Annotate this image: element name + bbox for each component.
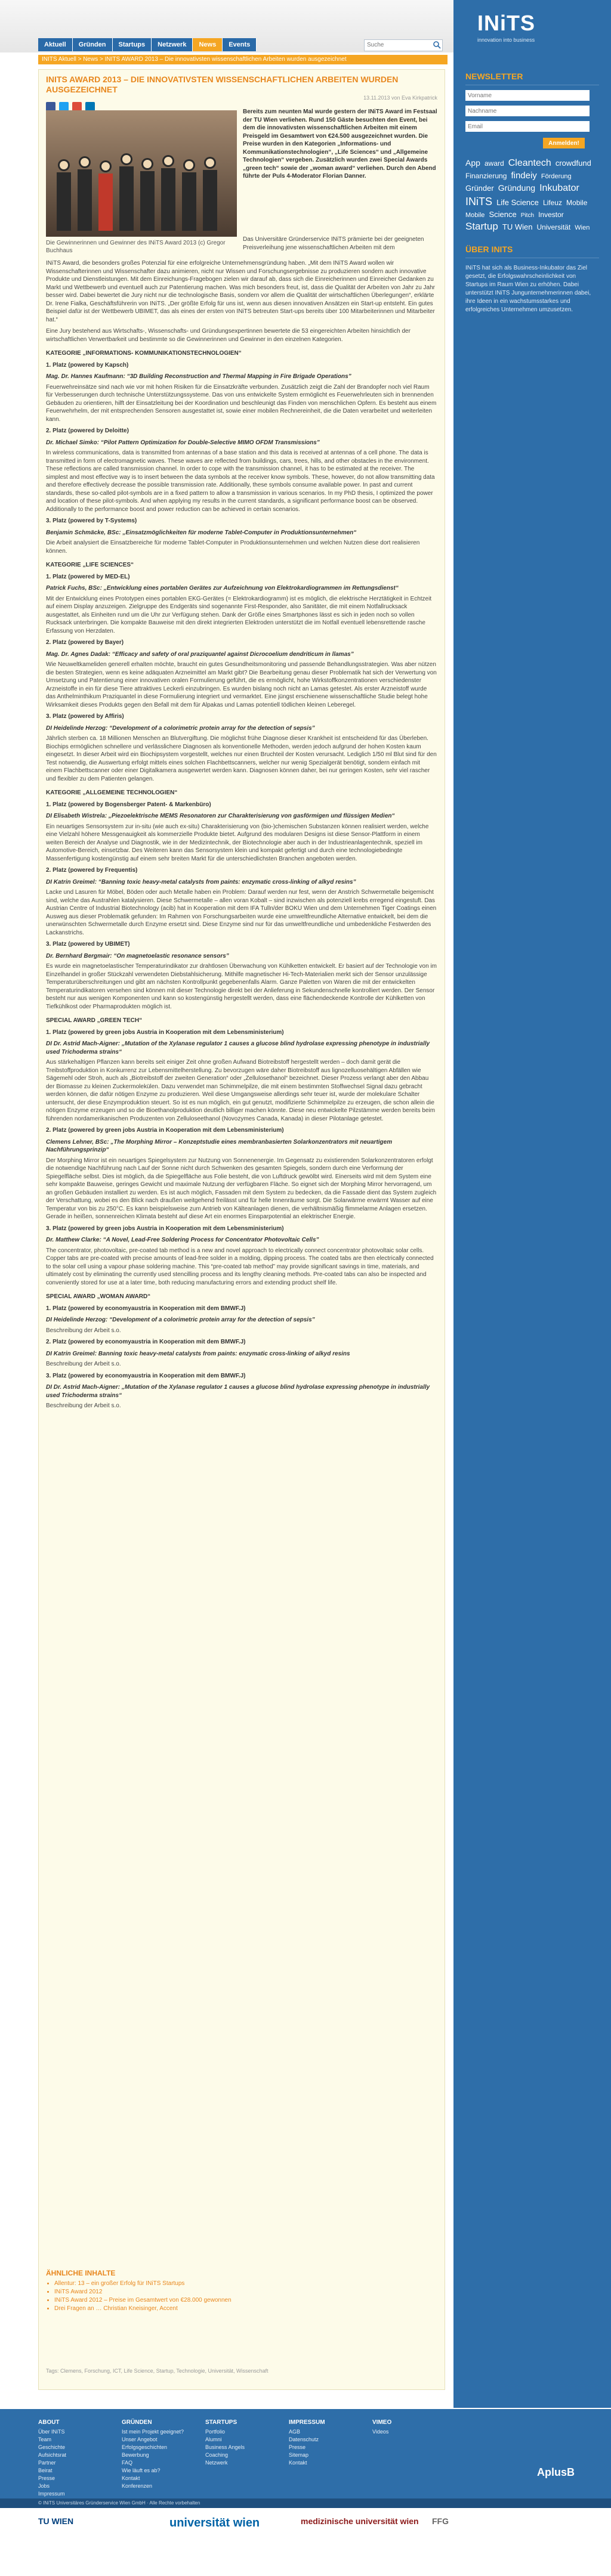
- breadcrumb: INITS Aktuell > News > INITS AWARD 2013 – Die innovativsten wissenschaftlichen Arbeiten wurden ausgezeichnet: [38, 55, 448, 64]
- footer-link[interactable]: Presse: [38, 2475, 55, 2481]
- section-heading: KATEGORIE „INFORMATIONS- KOMMUNIKATIONSTECHNOLOGIEN“: [46, 350, 242, 357]
- award-work: Dr. Bernhard Bergmair: “On magnetoelastic resonance sensors”: [46, 952, 229, 959]
- footer-link[interactable]: Unser Angebot: [122, 2436, 158, 2442]
- article-lead: Bereits zum neunten Mal wurde gestern der INiTS Award im Festsaal der TU Wien verliehen. Rund 150 Gäste besuchten den Event, bei dem die innovativsten wissenschaftlichen Arbeiten mit einem Preisgeld im Gesamtwert von €24.500 ausgezeichnet wurden. Die Preise wurden in den Kategorien „Informations- und Kommunikationstechnologien“, „Life Sciences“ und „Allgemeine Technologien“ vergeben. Zusätzlich wurden zwei Special Awards „green tech“ sowie der „woman award“ verliehen. Durch den Abend führte der Puls 4-Moderator Florian Danner.: [243, 109, 437, 179]
- award-place: 2. Platz (powered by green jobs Austria in Kooperation mit dem Lebensministerium): [46, 1127, 284, 1134]
- award-place: 3. Platz (powered by green jobs Austria in Kooperation mit dem Lebensministerium): [46, 1225, 284, 1232]
- tag-cloud: [465, 157, 599, 234]
- partner-logo[interactable]: FFG: [432, 2516, 449, 2526]
- tag-link[interactable]: Wien: [575, 224, 590, 231]
- copyright: © INiTS Universitäres Gründerservice Wien GmbH · Alle Rechte vorbehalten: [0, 2498, 611, 2508]
- award-place: 1. Platz (powered by green jobs Austria in Kooperation mit dem Lebensministerium): [46, 1029, 284, 1036]
- footer-col-title: GRÜNDEN: [122, 2419, 152, 2426]
- award-description: Beschreibung der Arbeit s.o.: [46, 1327, 121, 1334]
- award-work: Dr. Michael Simko: “Pilot Pattern Optimization for Double-Selective MIMO OFDM Transmissions”: [46, 439, 320, 446]
- award-description: Feuerwehreinsätze sind nach wie vor mit hohen Risiken für die Einsatzkräfte verbunden. Zusätzlich zeigt die Zahl der Brandopfer noch viel Raum für Verbesserungen durch technische Unterstützungssysteme. Das von uns entwickelte System ermöglicht es Feuerwehrleuten sich in brennenden Gebäuden zu orientieren, hilft der Einsatzleitung bei der Koordination und beschleunigt das Finden von menschlichen Opfern. Es besteht aus einem Feuerwehrhelm, der mit entsprechenden Sensoren ausgestattet ist, sowie einer mobilen Rechnereinheit, die die Daten verarbeitet und weiterleiten kann.: [46, 383, 437, 423]
- award-description: Jährlich sterben ca. 18 Millionen Menschen an Blutvergiftung. Die möglichst frühe Diagnose dieser Krankheit ist entscheidend für das Überleben. Biochips ermöglichen schnellere und verlässlichere Diagnosen als konventionelle Methoden, werden jedoch aufgrund der hohen Kosten kaum eingesetzt. In dieser Arbeit wird ein Biochipsystem vorgestellt, welches nur einen Bruchteil der Kosten verursacht. Lediglich 1/50 ml Blut sind für den Test notwendig, die Auswertung erfolgt mittels eines solchen Flachbettscanners, welcher nur wenig Spezialgerät benötigt, sondern einfach mit einem Flachbettscanner oder einer Digitalkamera ausgewertet werden kann. Diagnosen können daher, bei nur geringen Kosten, sehr viel rascher und flexibler zu dem Patienten gelangen.: [46, 735, 437, 782]
- sidebar: [453, 52, 611, 2408]
- tag-link[interactable]: Förderung: [541, 172, 572, 180]
- tag-link[interactable]: award: [484, 159, 504, 168]
- section-heading: KATEGORIE „LIFE SCIENCES“: [46, 562, 134, 568]
- body-paragraph: INiTS Award, die besonders großes Potenzial für eine erfolgreiche Unternehmensgründung haben. „Mit dem INiTS Award wollen wir Wissenschafterinnen und Wissenschafter dazu animieren, nicht nur Wissen und Forschungsergebnisse zu produzieren sondern auch innovative Produkte und Dienstleistungen. Mit dem Einreichungs-Fragebogen zielen wir darauf ab, dass sich die Einreicherinnen und Einreicher Gedanken zu Markt und Wettbewerb und eventuell auch zur Patentierung machen. Was mich besonders freut, ist, dass die Qualität der Arbeiten von Jahr zu Jahr besser wird. Dabei bewertet die Jury nicht nur die technologische Basis, sondern vor allem die Qualität der wirtschaftlichen Überlegungen“, erklärte Dr. Irene Fialka, Geschäftsführerin von INiTS. „Der größte Erfolg für uns ist, wenn aus diesen innovativen Ansätzen ein Start-up entsteht. Ein gutes Beispiel dafür ist der Wettbewerb UBIMET, das als eines der ersten von INiTS betreuten Start-ups bereits über 100 Mitarbeiterinnen und Mitarbeiter hat.“: [46, 260, 436, 323]
- award-description: In wireless communications, data is transmitted from antennas of a base station and this data is received at antennas of a cell phone. The data is transmitted in form of electromagnetic waves. These waves are reflected from buildings, cars, trees, hills, and other obstacles in the environment. These reflections are called transmission channel. In order to cope with the transmission channel, it has to be estimated at the receiver. The simplest and most effective way is to insert between the data symbols at the receiver know symbols. These, however, do not allow transmitting data and therefore effectively decrease the possible transmission rate. Additionally, these symbols consume available power. In past and current standards, these so-called pilot-symbols are in a fixed pattern to allow a transmission in various scenarios. In my PhD thesis, I optimized the power and location of these pilot-symbols. And when applying my results in the current standards, a significant performance boost can be observed. Additionally to the performance boost and power reduction can be achieved in certain scenarios.: [46, 450, 435, 513]
- footer-link[interactable]: Über INiTS: [38, 2429, 65, 2435]
- article-body: [46, 259, 437, 1414]
- tag-link[interactable]: Mobile: [465, 211, 485, 219]
- partner-logo[interactable]: medizinische universität wien: [301, 2516, 419, 2526]
- footer-link[interactable]: Videos: [372, 2429, 389, 2435]
- related-link[interactable]: • INiTS Award 2012: [54, 2288, 437, 2296]
- nav-item-startups[interactable]: Startups: [113, 38, 152, 51]
- footer-link[interactable]: Kontakt: [289, 2460, 307, 2466]
- award-description: Die Arbeit analysiert die Einsatzbereiche für moderne Tablet-Computer in Produktionsunternehmen und welchen Nutzen diese dort realisieren können.: [46, 540, 420, 555]
- footer-link[interactable]: Wie läuft es ab?: [122, 2467, 161, 2473]
- tag-link[interactable]: Finanzierung: [465, 171, 507, 180]
- aplus-logo: AplusB: [537, 2466, 575, 2478]
- footer-link[interactable]: Kontakt: [122, 2475, 140, 2481]
- award-work: DI Katrin Greimel: “Banning toxic heavy-metal catalysts from paints: enzymatic cross-linking of alkyd resins”: [46, 878, 356, 886]
- nav-item-netzwerk[interactable]: Netzwerk: [152, 38, 193, 51]
- footer-col-startups: [205, 2419, 245, 2467]
- tag-link[interactable]: Pitch: [520, 212, 535, 219]
- footer-link[interactable]: AGB: [289, 2429, 301, 2435]
- logo-title: INiTS: [477, 11, 536, 35]
- section-heading: SPECIAL AWARD „WOMAN AWARD“: [46, 1293, 151, 1300]
- tag-link[interactable]: findeiy: [511, 170, 537, 181]
- award-work: DI Katrin Greimel: Banning toxic heavy-metal catalysts from paints: enzymatic cross-linking of alkyd resins: [46, 1350, 350, 1357]
- award-description: Der Morphing Mirror ist ein neuartiges Spiegelsystem zur Nutzung von Sonnenenergie. Im Gegensatz zu existierenden Solarkonzentratoren erfolgt die notwendige Nachführung nach Lauf der Sonne nicht durch Schwenken des gesamten Spiegels, sondern durch eine Verformung der Spiegelfläche selbst. Dies ist möglich, da die Spiegelfläche aus Folie besteht, die von Luftdruck gewölbt wird. Einerseits wird mit dem System eine sehr kompakte Bauweise, geringes Gewicht und maximale Nutzung der verfügbaren Fläche. So eignet sich der Morphing Mirror hervorragend, um an großen Gebäuden installiert zu werden. Es ist auch möglich, Fassaden mit dem System zu bedecken, da die Fassade dient das System zugleich der Verschattung, wobei es den Blick nach draußen weitgehend freilässt und für helle Innenräume sorgt. Die Solarwärme erwärmt Wasser auf eine Temperatur von bis zu 250°C. Es kann beispielsweise zum Antrieb von Kälteanlagen dienen, die verhältnismäßig flimmelarme Anlagen ersetzen. Gerade in heißen, sonnenreichen Klimata besteht auf diese Art ein enormes Einsparpotential an elektrischer Energie.: [46, 1157, 437, 1220]
- tag-link[interactable]: INiTS: [465, 196, 492, 208]
- award-work: DI Dr. Astrid Mach-Aigner: „Mutation of the Xylanase regulator 1 causes a glucose blind hydrolase expressing phenotype in industrially used Trichoderma strains“: [46, 1384, 430, 1399]
- footer-link[interactable]: Geschichte: [38, 2444, 66, 2450]
- related-link[interactable]: • INiTS Award 2012 – Preise im Gesamtwert von €28.000 gewonnen: [54, 2296, 437, 2305]
- tag-link[interactable]: crowdfund: [555, 159, 591, 168]
- award-place: 2. Platz (powered by Bayer): [46, 639, 124, 646]
- footer-link[interactable]: Impressum: [38, 2491, 65, 2497]
- footer-link[interactable]: Portfolio: [205, 2429, 226, 2435]
- partner-logo[interactable]: TU WIEN: [38, 2516, 74, 2526]
- footer-link[interactable]: Business Angels: [205, 2444, 245, 2450]
- footer-link[interactable]: Beirat: [38, 2467, 53, 2473]
- award-work: DI Dr. Astrid Mach-Aigner: „Mutation of the Xylanase regulator 1 causes a glucose blind hydrolase expressing phenotype in industrially used Trichoderma strains“: [46, 1041, 430, 1055]
- award-work: Benjamin Schmäcke, BSc: „Einsatzmöglichkeiten für moderne Tablet-Computer in Produktionsunternehmen“: [46, 529, 357, 536]
- footer: [0, 2409, 611, 2498]
- award-place: 2. Platz (powered by economyaustria in Kooperation mit dem BMWF.J): [46, 1339, 246, 1345]
- award-description: Mit der Entwicklung eines Prototypen eines portablen EKG-Gerätes (= Elektrokardiogramm) ist es möglich, die elektrische Herztätigkeit in Echtzeit auf einem Display anzuzeigen. Zielgruppe des Endgeräts sind sogenannte First-Responder, also Sanitäter, die mit einem Notfallrucksack ausgestattet, als Einheiten rund um die Uhr zur Verfügung stehen. Dank der Größe eines Smartphones lässt es sich in jeden noch so vollen Rucksack unterbringen. Die kompakte Bauweise mit den direkt integrierten Elektroden unterstützt die im Notfall eventuell lebensrettende rasche Erfassung von Herzdaten.: [46, 595, 432, 634]
- article-title: INITS AWARD 2013 – DIE INNOVATIVSTEN WISSENSCHAFTLICHEN ARBEITEN WURDEN AUSGEZEICHNET: [46, 75, 399, 94]
- section-heading: KATEGORIE „ALLGEMEINE TECHNOLOGIEN“: [46, 789, 178, 796]
- footer-link[interactable]: Alumni: [205, 2436, 222, 2442]
- article-tags: Tags: Clemens, Forschung, ICT, Life Science, Startup, Technologie, Universität, Wissenschaft: [46, 2368, 269, 2374]
- article-lead-2: Das Universitäre Gründerservice INiTS prämierte bei der geeigneten Preisverleihung jene wissenschaftlichen Arbeiten mit dem: [243, 236, 424, 251]
- subscribe-button[interactable]: Anmelden!: [543, 138, 585, 148]
- footer-link[interactable]: Netzwerk: [205, 2460, 228, 2466]
- footer-link[interactable]: Konferenzen: [122, 2483, 153, 2489]
- footer-link[interactable]: Ist mein Projekt geeignet?: [122, 2429, 184, 2435]
- award-description: Beschreibung der Arbeit s.o.: [46, 1361, 121, 1367]
- tag-link[interactable]: Gründung: [498, 182, 536, 193]
- related-title: ÄHNLICHE INHALTE: [46, 2269, 116, 2277]
- award-work: DI Elisabeth Wistrela: „Piezoelektrische MEMS Resonatoren zur Charakterisierung von gasförmigen und flüssigen Medien“: [46, 813, 395, 819]
- footer-link[interactable]: Aufsichtsrat: [38, 2452, 67, 2458]
- footer-link[interactable]: Presse: [289, 2444, 306, 2450]
- tag-link[interactable]: Investor: [538, 210, 564, 219]
- award-place: 1. Platz (powered by MED-EL): [46, 573, 130, 580]
- nav-item-events[interactable]: Events: [223, 38, 257, 51]
- tag-link[interactable]: Life Science: [496, 198, 539, 208]
- body-paragraph: Eine Jury bestehend aus Wirtschafts-, Wissenschafts- und Gründungsexpertinnen bewertete die 53 eingereichten Arbeiten hinsichtlich der wirtschaftlichen Verwertbarkeit und bestimmte so die Gewinnerinnen und Gewinner in den einzelnen Kategorien.: [46, 328, 411, 343]
- article-meta: 13.11.2013 von Eva Kirkpatrick: [363, 95, 437, 101]
- main-nav: [38, 38, 257, 51]
- footer-col-title: IMPRESSUM: [289, 2419, 325, 2426]
- footer-col-gründen: [122, 2419, 184, 2490]
- award-description: Ein neuartiges Sensorsystem zur in-situ (wie auch ex-situ) Charakterisierung von (bio-)chemischen Substanzen können realisiert werden, welche eine Vielzahl höhere Messgenauigkeit als kommerzielle Produkte bietet. Aufgrund des modularen Designs ist diese Sensor-Plattform in einem weiten Bereich der Analyse und Diagnostik, wie in der Medizintechnik, der Biotechnologie aber auch in der Industrieanlagentechnik, speziell im Automotive-Bereich, einsetzbar. Des Weiteren kann das Sensorsystem klein und kompakt gefertigt und durch eine technologiebedingte Massenfertigung kostengünstig auf einem sehr breiten Markt für die unterschiedlichsten Branchen angeboten werden.: [46, 823, 429, 862]
- footer-col-impressum: [289, 2419, 325, 2467]
- related-link[interactable]: • Drei Fragen an … Christian Kneisinger, Accent: [54, 2305, 437, 2313]
- tag-link[interactable]: Mobile: [566, 199, 588, 208]
- lastname-field[interactable]: [465, 106, 590, 116]
- award-place: 3. Platz (powered by UBIMET): [46, 941, 130, 948]
- logo[interactable]: [453, 0, 611, 52]
- award-place: 3. Platz (powered by Affiris): [46, 713, 124, 720]
- people-illustration: [52, 141, 231, 231]
- footer-col-title: STARTUPS: [205, 2419, 237, 2426]
- award-work: Clemens Lehner, BSc: „The Morphing Mirror – Konzeptstudie eines membranbasierten Solarkonzentrators mit neuartigem Nachführungsprinzip“: [46, 1138, 393, 1153]
- nav-item-aktuell[interactable]: Aktuell: [38, 38, 73, 51]
- partner-logo[interactable]: universität wien: [169, 2516, 260, 2529]
- award-description: Aus stärkehaltigen Pflanzen kann bereits seit einiger Zeit ohne großen Aufwand Biotreibstoff hergestellt werden – doch damit gerät die Treibstoffproduktion in Konkurrenz zur Lebensmittelherstellung. Zu bevorzugen wäre daher Biotreibstoff aus lignozelluosehältigen Abfällen wie Sägemehl oder Stroh, auch als „Biotreibstoff der zweiten Generation“ oder „Zellulosethanol“ bezeichnet. Dieser Prozess verlangt aber den Abbau der Biomasse zu kleinen Zuckermolekülen. Dazu verwendet man Schimmelpilze, die mit einem bestimmten Stoffwechsel Signal dazu gebracht werden können, die dafür nötigen Enzyme zu produzieren. Weil diese Umgangsweise allerdings sehr teuer ist, wurde der molekulare Schalter untersucht, der diese Enzymproduktion steuert. So ist es nun möglich, ein gut genutzt, modifizierte Schimmelpilze zu erzeugen, die schon allein die nötigen Enzyme erzeugen und so die Bioethanolproduktion deutlich billiger machen könnte. Diese neu entwickelte Pilzstämme werden bereits beim führenden nordamerikanischen Produzenten von Zelluloseethanol (Novozymes Canada, Kanada) in dieser Pilotanlage getestet.: [46, 1059, 436, 1122]
- footer-link[interactable]: Partner: [38, 2460, 56, 2466]
- award-work: DI Heidelinde Herzog: “Development of a colorimetric protein array for the detection of sepsis”: [46, 1317, 315, 1323]
- related-link[interactable]: • Allentur: 13 – ein großer Erfolg für INiTS Startups: [54, 2280, 437, 2288]
- footer-link[interactable]: Team: [38, 2436, 52, 2442]
- footer-link[interactable]: Sitemap: [289, 2452, 309, 2458]
- award-place: 3. Platz (powered by economyaustria in Kooperation mit dem BMWF.J): [46, 1372, 246, 1379]
- footer-col-title: ABOUT: [38, 2419, 60, 2426]
- footer-link[interactable]: FAQ: [122, 2460, 133, 2466]
- tag-link[interactable]: Inkubator: [539, 182, 579, 193]
- section-heading: SPECIAL AWARD „GREEN TECH“: [46, 1017, 143, 1024]
- main-content: [38, 69, 445, 2390]
- award-description: Lacke und Lasuren für Möbel, Böden oder auch Metalle haben ein Problem: Darauf werden nur fest, wenn der Anstrich Schwermetalle beigemischt sind, welche das Austrahlen katalysieren. Diese Schwermetalle – allen voran Kobalt – sind inzwischen als potenziell krebs erregend eingestuft. Das Austrian Centre of Industrial Biotechnology (acib) hat in Kooperation mit dem IFA Tulln/der BOKU Wien und dem Unternehmen Tiger Coatings einen Ausweg aus dieser Problematik gefunden: Im Rahmen von Forschungsarbeiten wurde eine umweltfreundliche Alternative entwickelt, bei dem die unerwünschten Schwermetalle durch Enzyme ersetzt sind. Diese Enzyme sind nur für das umweltfreundliche und umbedenkliche Festwerden des Lackanstrichs.: [46, 889, 437, 936]
- footer-link[interactable]: Jobs: [38, 2483, 50, 2489]
- footer-link[interactable]: Bewerbung: [122, 2452, 149, 2458]
- nav-item-gründen[interactable]: Gründen: [73, 38, 113, 51]
- tag-link[interactable]: Startup: [465, 220, 498, 232]
- award-description: Es wurde ein magnetoelastischer Temperaturindikator zur drahtlosen Überwachung von Kühlketten entwickelt. Er basiert auf der Technologie von im Einzelhandel in großer Stückzahl verwendeten Diebstahlsicherung. Mithilfe magnetischer Hi-Tech-Materialien merkt sich der Sensor unzulässige Temperaturüberschreitungen und gibt am nächsten Kontrollpunkt gegebenenfalls Alarm. Ganze Paletten von Waren die mit der entwickelten Temperaturindikatoren versehen sind können mit dieser Technologie direkt bei der Anlieferung in Sekundenschnelle kontrolliert werden. Der Sensor besteht nur aus wenigen Komponenten und kann so kostengünstig hergestellt werden, dass eine flächendeckende Kontrolle der Kühlketten von Tiefkühlkost oder Pharmaprodukten möglich ist.: [46, 963, 437, 1010]
- award-place: 2. Platz (powered by Frequentis): [46, 867, 138, 874]
- newsletter-title: NEWSLETTER: [465, 52, 599, 85]
- firstname-field[interactable]: [465, 90, 590, 101]
- award-work: Patrick Fuchs, BSc: „Entwicklung eines portablen Gerätes zur Aufzeichnung von Elektrokardiogrammen im Rettungsdienst“: [46, 585, 399, 592]
- award-work: DI Heidelinde Herzog: “Development of a colorimetric protein array for the detection of sepsis”: [46, 724, 315, 732]
- footer-col-about: [38, 2419, 66, 2498]
- tag-link[interactable]: Science: [489, 209, 517, 219]
- award-place: 1. Platz (powered by Bogensberger Patent- & Markenbüro): [46, 801, 211, 808]
- tag-link[interactable]: TU Wien: [502, 222, 533, 231]
- award-place: 2. Platz (powered by Deloitte): [46, 428, 129, 434]
- award-description: Beschreibung der Arbeit s.o.: [46, 1402, 121, 1409]
- tag-link[interactable]: Cleantech: [508, 158, 551, 168]
- award-place: 3. Platz (powered by T-Systems): [46, 518, 137, 524]
- tag-link[interactable]: Universität: [536, 222, 571, 231]
- about-text: INiTS hat sich als Business-Inkubator das Ziel gesetzt, die Erfolgswahrscheinlichkeit von Startups im Raum Wien zu erhöhen. Dabei unterstützt INiTS Jungunternehmerinnen dabei, ihre Ideen in ein wachstumsstarkes und erfolgreiches Unternehmen umzusetzen.: [465, 264, 591, 313]
- footer-col-vimeo: [372, 2419, 391, 2436]
- photo-caption: Die Gewinnerinnen und Gewinner des INiTS Award 2013 (c) Gregor Buchhaus: [46, 240, 226, 254]
- search-input[interactable]: [365, 40, 434, 49]
- award-photo: [46, 110, 237, 237]
- footer-link[interactable]: Erfolgsgeschichten: [122, 2444, 168, 2450]
- search-icon[interactable]: [433, 41, 441, 49]
- award-place: 1. Platz (powered by Kapsch): [46, 361, 129, 369]
- logo-subtitle: innovation into business: [477, 37, 535, 43]
- about-title: ÜBER INITS: [465, 234, 599, 258]
- footer-link[interactable]: Coaching: [205, 2452, 229, 2458]
- related-content: [46, 2269, 437, 2313]
- tag-link[interactable]: Lifeuz: [542, 199, 562, 208]
- award-description: Wie Neuweltkameliden generell erhalten möchte, braucht ein gutes Gesundheitsmonitoring und passende Behandlungsstrategien. Was aber nützen die besten Strategien, wenn es keine adäquaten Arzneimittel am Markt gibt? Die Bearbeitung genau dieser Problematik hat sich der Verwertung von Umsetzung und Patentierung einer innovativen oralen Formulierung geführt, die es ermöglicht, hohe Wirkstoffkonzentrationen verschiedenster Arzneistoffe in ein für diese Tiere attraktives Leckerli einzubringen. Es wurden bislang noch nicht an Lamas getestet. Als erster Arzneistoff wurde das Anthelminthikum Praziquantel in diese Formulierung integriert und vermarktet. Eine jüngst erschienene wissenschaftliche Studie belegt hohe Wirksamkeit dieses Produkts gegen den Befall mit dem für Alpakas und Lamas potentiell tödlichen kleinen Leberegel.: [46, 661, 437, 708]
- search-box: [364, 39, 443, 51]
- award-work: Mag. Dr. Agnes Dadak: “Efficacy and safety of oral praziquantel against Dicrocoelium dendriticum in llamas”: [46, 651, 354, 658]
- award-work: Mag. Dr. Hannes Kaufmann: “3D Building Reconstruction and Thermal Mapping in Fire Brigade Operations”: [46, 373, 351, 380]
- award-place: 1. Platz (powered by economyaustria in Kooperation mit dem BMWF.J): [46, 1305, 246, 1312]
- tag-link[interactable]: Gründer: [465, 183, 494, 193]
- partner-logos: [38, 2513, 575, 2560]
- nav-item-news[interactable]: News: [193, 38, 223, 51]
- award-work: Dr. Matthew Clarke: “A Novel, Lead-Free Soldering Process for Concentrator Photovoltaic Cells”: [46, 1237, 319, 1243]
- footer-col-title: VIMEO: [372, 2419, 392, 2426]
- award-description: The concentrator, photovoltaic, pre-coated tab method is a new and novel approach to electrically connect concentrator photovoltaic solar cells. Copper tabs are pre-coated with precise amounts of lead-free solder in a molding, dipping process. The coated tabs are then electrically connected to the solar cell using a vapour phase soldering machine. This “pre-coated tab method” may provide significant savings in time, materials, and ultimately cost by eliminating the currently used stencilling process and its lengthy cleaning methods. Pre-coated tabs can also be inspected and conveniently stored for use at a later time, both reducing manufacturing errors and extending product shelf life.: [46, 1247, 434, 1286]
- tag-link[interactable]: App: [465, 158, 480, 168]
- footer-link[interactable]: Datenschutz: [289, 2436, 319, 2442]
- email-field[interactable]: [465, 121, 590, 132]
